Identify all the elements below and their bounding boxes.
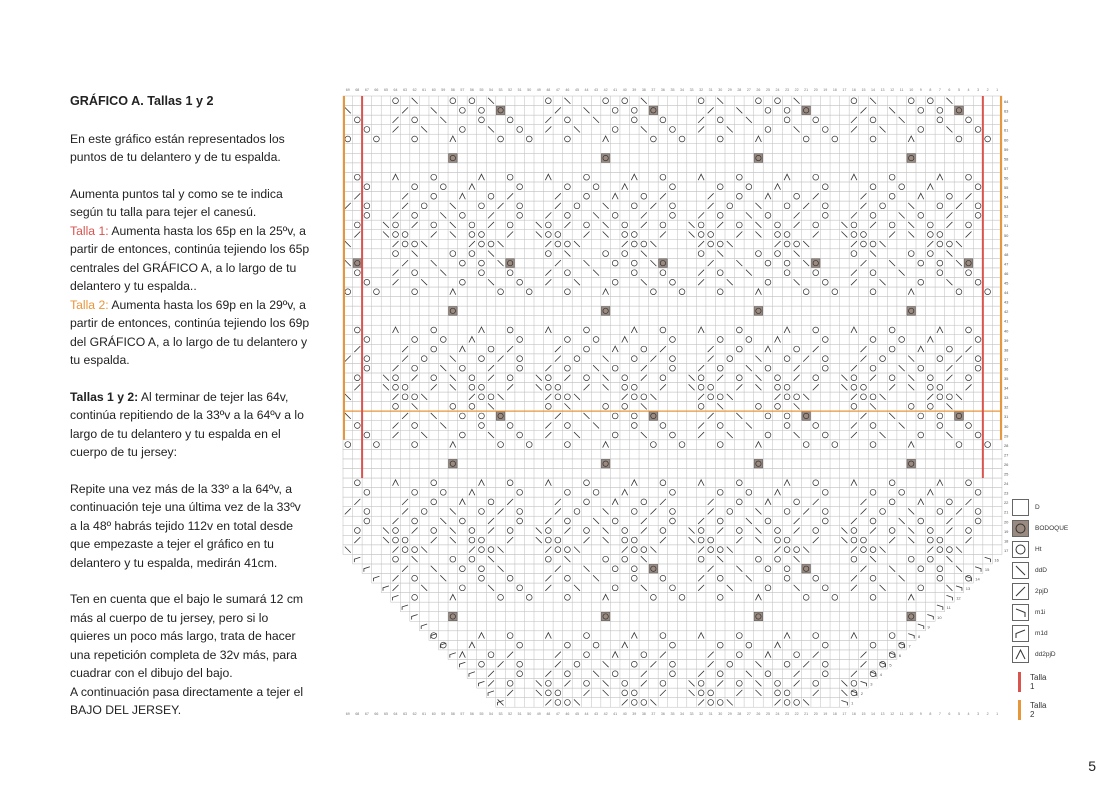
column-label-top: 65 bbox=[383, 88, 388, 92]
column-label-bottom: 17 bbox=[842, 712, 847, 717]
row-label: 34 bbox=[1003, 385, 1009, 391]
row-label: 12 bbox=[956, 595, 961, 601]
row-label: 15 bbox=[984, 567, 990, 572]
column-label-top: 41 bbox=[613, 88, 618, 92]
chart-row bbox=[439, 640, 907, 650]
column-label-top: 57 bbox=[460, 88, 465, 92]
column-label-top: 2 bbox=[986, 88, 989, 92]
column-label-bottom: 39 bbox=[632, 712, 637, 717]
column-label-top: 48 bbox=[546, 88, 551, 92]
column-label-bottom: 9 bbox=[919, 712, 922, 717]
column-label-bottom: 33 bbox=[689, 712, 694, 717]
column-label-top: 30 bbox=[718, 88, 723, 92]
column-label-top: 7 bbox=[938, 88, 941, 92]
row-label: 59 bbox=[1003, 146, 1009, 152]
chart-row bbox=[343, 392, 1002, 402]
chart-row bbox=[486, 688, 858, 698]
column-label-top: 64 bbox=[393, 88, 398, 92]
chart-row bbox=[343, 535, 1002, 545]
column-label-bottom: 57 bbox=[460, 712, 465, 717]
chart-row bbox=[343, 144, 1002, 154]
chart-row bbox=[343, 306, 1002, 316]
column-label-bottom: 47 bbox=[555, 712, 560, 717]
row-label: 26 bbox=[1003, 461, 1009, 467]
column-label-top: 55 bbox=[479, 88, 484, 92]
chart-row bbox=[343, 354, 1002, 364]
chart-row bbox=[343, 507, 1002, 517]
chart-row bbox=[343, 277, 1002, 287]
column-label-bottom: 36 bbox=[660, 712, 665, 717]
column-label-top: 58 bbox=[450, 88, 455, 92]
chart-row bbox=[343, 125, 1002, 135]
chart-row bbox=[343, 411, 1002, 421]
row-label: 20 bbox=[1003, 519, 1009, 525]
column-label-top: 29 bbox=[727, 88, 732, 92]
column-label-top: 28 bbox=[737, 88, 742, 92]
column-label-top: 26 bbox=[756, 88, 761, 92]
paragraph-repeat: Repite una vez más de la 33º a la 64ºv, a continuación teje una última vez de la 33ºv a la 48º habrás tejido 112v en total desde que empezaste a tejer el gráfico en tu delantero y tu espalda, medirán 41cm. bbox=[70, 481, 301, 570]
row-label: 18 bbox=[1003, 538, 1009, 544]
column-label-bottom: 25 bbox=[765, 712, 770, 717]
column-label-top: 23 bbox=[785, 88, 790, 92]
chart-row bbox=[343, 201, 1002, 211]
column-label-top: 56 bbox=[469, 88, 474, 92]
chart-row bbox=[343, 115, 1002, 125]
row-label: 44 bbox=[1003, 290, 1009, 296]
column-label-bottom: 34 bbox=[680, 712, 685, 717]
column-label-top: 16 bbox=[851, 88, 856, 92]
column-label-top: 68 bbox=[355, 88, 360, 92]
column-label-bottom: 2 bbox=[986, 712, 989, 717]
column-label-bottom: 48 bbox=[546, 712, 551, 717]
chart-row bbox=[343, 440, 1002, 450]
column-label-top: 33 bbox=[689, 88, 694, 92]
column-label-bottom: 13 bbox=[880, 712, 885, 717]
chart-row bbox=[343, 325, 1002, 335]
column-label-top: 24 bbox=[775, 88, 780, 92]
chart-grid bbox=[343, 96, 1002, 707]
chart-row bbox=[343, 96, 1002, 106]
column-label-bottom: 18 bbox=[832, 712, 837, 717]
column-label-bottom: 31 bbox=[708, 712, 713, 717]
column-label-bottom: 4 bbox=[967, 712, 970, 717]
row-label: 50 bbox=[1003, 232, 1009, 238]
row-label: 56 bbox=[1003, 175, 1009, 181]
column-label-bottom: 15 bbox=[861, 712, 866, 717]
row-label: 49 bbox=[1003, 242, 1009, 248]
chart-row bbox=[343, 249, 1002, 259]
row-label: 27 bbox=[1003, 452, 1009, 458]
row-label: 40 bbox=[1003, 328, 1009, 334]
chart-row bbox=[429, 631, 916, 641]
column-label-top: 47 bbox=[555, 88, 560, 92]
chart-row bbox=[343, 182, 1002, 192]
row-label: 24 bbox=[1003, 481, 1009, 487]
row-label: 13 bbox=[965, 586, 971, 592]
column-label-bottom: 20 bbox=[813, 712, 818, 717]
row-label: 45 bbox=[1003, 280, 1009, 286]
column-label-bottom: 49 bbox=[536, 712, 541, 717]
column-label-bottom: 68 bbox=[355, 712, 360, 717]
column-label-bottom: 40 bbox=[622, 712, 627, 717]
row-label: 52 bbox=[1003, 213, 1009, 219]
column-label-bottom: 7 bbox=[938, 712, 941, 717]
column-label-bottom: 60 bbox=[431, 712, 436, 717]
row-label: 48 bbox=[1003, 251, 1009, 257]
column-label-bottom: 26 bbox=[756, 712, 761, 717]
column-label-bottom: 21 bbox=[804, 712, 809, 717]
column-label-bottom: 46 bbox=[565, 712, 570, 717]
column-label-bottom: 38 bbox=[641, 712, 646, 717]
column-label-top: 4 bbox=[967, 88, 970, 92]
row-label: 53 bbox=[1003, 204, 1009, 210]
column-label-top: 50 bbox=[527, 88, 532, 92]
column-label-top: 34 bbox=[680, 88, 685, 92]
column-label-top: 37 bbox=[651, 88, 656, 92]
column-label-bottom: 50 bbox=[527, 712, 532, 717]
talla1-text: Aumenta hasta los 65p en la 25ºv, a partir de entonces, continúa tejiendo los 65p centrales del GRÁFICO A, a lo largo de tu delantero y tu espalda.. bbox=[70, 223, 310, 293]
column-label-bottom: 52 bbox=[508, 712, 513, 717]
chart-row bbox=[343, 297, 1002, 307]
column-label-bottom: 37 bbox=[651, 712, 656, 717]
chart-row bbox=[343, 459, 1002, 469]
chart-row bbox=[448, 650, 897, 660]
column-label-bottom: 65 bbox=[383, 712, 388, 717]
column-label-top: 63 bbox=[403, 88, 408, 92]
row-label: 28 bbox=[1003, 442, 1009, 448]
chart-title: GRÁFICO A. Tallas 1 y 2 bbox=[70, 94, 214, 108]
row-label: 36 bbox=[1003, 366, 1009, 372]
column-label-top: 54 bbox=[489, 88, 494, 92]
row-label: 7 bbox=[908, 643, 911, 649]
chart-row bbox=[419, 621, 925, 631]
talla2-text: Aumenta hasta los 69p en la 29ºv, a partir de entonces, continúa tejiendo los 69p del GRÁFICO A, a lo largo de tu delantero y tu espalda. bbox=[70, 297, 310, 367]
row-label: 62 bbox=[1003, 118, 1009, 124]
column-label-bottom: 14 bbox=[871, 712, 876, 717]
row-label: 47 bbox=[1003, 261, 1009, 267]
column-label-top: 38 bbox=[641, 88, 646, 92]
paragraph-sizes bbox=[70, 185, 310, 370]
column-label-bottom: 54 bbox=[489, 712, 494, 717]
column-label-top: 6 bbox=[948, 88, 951, 92]
tallas12-text: Al terminar de tejer las 64v, continúa repitiendo de la 33ºv a la 64ºv a lo largo de tu delantero y tu espalda en el cuerpo de tu jersey: bbox=[70, 389, 304, 459]
column-label-bottom: 66 bbox=[374, 712, 379, 717]
column-label-top: 66 bbox=[374, 88, 379, 92]
column-label-top: 15 bbox=[861, 88, 866, 92]
row-label: 31 bbox=[1003, 414, 1009, 420]
column-label-bottom: 64 bbox=[393, 712, 398, 717]
column-label-top: 20 bbox=[813, 88, 818, 92]
chart-row bbox=[343, 545, 1002, 555]
column-label-bottom: 6 bbox=[948, 712, 951, 717]
row-label: 61 bbox=[1003, 127, 1009, 133]
row-label: 4 bbox=[879, 672, 883, 678]
column-label-bottom: 29 bbox=[727, 712, 732, 717]
row-label: 21 bbox=[1003, 509, 1009, 515]
instructions-text bbox=[70, 92, 310, 720]
column-label-top: 3 bbox=[977, 88, 980, 92]
chart-row bbox=[343, 383, 1002, 393]
chart-row bbox=[372, 574, 974, 584]
chart-row bbox=[343, 526, 1002, 536]
column-label-top: 11 bbox=[899, 88, 904, 92]
column-label-bottom: 55 bbox=[479, 712, 484, 717]
column-label-bottom: 69 bbox=[345, 712, 350, 717]
column-label-bottom: 1 bbox=[996, 712, 999, 717]
column-label-top: 69 bbox=[345, 88, 350, 92]
chart-row bbox=[343, 192, 1002, 202]
column-label-top: 14 bbox=[871, 88, 876, 92]
row-label: 64 bbox=[1003, 99, 1009, 105]
column-label-top: 53 bbox=[498, 88, 503, 92]
column-label-top: 49 bbox=[536, 88, 541, 92]
column-label-bottom: 11 bbox=[899, 712, 904, 717]
chart-row bbox=[343, 335, 1002, 345]
column-label-top: 39 bbox=[632, 88, 637, 92]
row-label: 63 bbox=[1003, 108, 1009, 114]
column-label-top: 67 bbox=[364, 88, 369, 92]
column-label-top: 9 bbox=[919, 88, 922, 92]
column-label-top: 51 bbox=[517, 88, 522, 92]
column-label-bottom: 19 bbox=[823, 712, 828, 717]
column-label-top: 8 bbox=[929, 88, 932, 92]
column-label-bottom: 10 bbox=[909, 712, 914, 717]
row-label: 39 bbox=[1003, 337, 1009, 343]
row-label: 33 bbox=[1003, 395, 1009, 401]
row-label: 25 bbox=[1003, 471, 1009, 477]
chart-row bbox=[458, 659, 888, 669]
column-label-bottom: 44 bbox=[584, 712, 589, 717]
row-label: 14 bbox=[975, 576, 980, 582]
paragraph-increase: Aumenta puntos tal y como se te indica según tu talla para tejer el canesú. bbox=[70, 186, 283, 219]
row-label: 3 bbox=[870, 681, 873, 687]
row-label: 41 bbox=[1003, 318, 1009, 324]
column-label-bottom: 24 bbox=[775, 712, 780, 717]
column-label-top: 19 bbox=[823, 88, 828, 92]
chart-row bbox=[343, 373, 1002, 383]
chart-row bbox=[343, 153, 1002, 163]
chart-row bbox=[477, 679, 869, 689]
chart-row bbox=[343, 344, 1002, 354]
row-label: 54 bbox=[1003, 194, 1009, 200]
column-label-top: 59 bbox=[441, 88, 446, 92]
chart-row bbox=[343, 287, 1002, 297]
chart-row bbox=[343, 230, 1002, 240]
column-label-top: 42 bbox=[603, 88, 608, 92]
column-label-bottom: 32 bbox=[699, 712, 704, 717]
chart-row bbox=[343, 258, 1002, 268]
row-label: 35 bbox=[1003, 376, 1009, 381]
chart-row bbox=[343, 478, 1002, 488]
row-label: 29 bbox=[1003, 433, 1009, 439]
length-note: Ten en cuenta que el bajo le sumará 12 cm más al cuerpo de tu jersey, pero si lo quieres un poco más largo, trata de hacer una repetición completa de 32v más, para cuadrar con el dibujo del bajo. bbox=[70, 592, 304, 680]
column-label-top: 21 bbox=[804, 88, 809, 92]
row-label: 42 bbox=[1003, 309, 1009, 315]
column-label-top: 1 bbox=[996, 88, 999, 92]
paragraph-intro: En este gráfico están representados los puntos de tu delantero y de tu espalda. bbox=[70, 131, 285, 164]
chart-row bbox=[343, 449, 1002, 459]
column-label-bottom: 42 bbox=[603, 712, 608, 717]
column-label-top: 10 bbox=[909, 88, 914, 92]
row-label: 5 bbox=[889, 662, 892, 668]
column-label-top: 31 bbox=[708, 88, 713, 92]
chart-row bbox=[362, 564, 983, 574]
row-label: 32 bbox=[1003, 404, 1009, 410]
knitting-chart bbox=[335, 84, 1035, 740]
row-label: 8 bbox=[918, 633, 921, 639]
row-label: 17 bbox=[1003, 547, 1009, 553]
chart-row bbox=[343, 163, 1002, 173]
talla1-label: Talla 1: bbox=[70, 223, 109, 238]
column-label-bottom: 27 bbox=[746, 712, 751, 717]
chart-row bbox=[467, 669, 878, 679]
column-label-bottom: 43 bbox=[594, 712, 599, 717]
column-label-top: 25 bbox=[765, 88, 770, 92]
chart-row bbox=[343, 421, 1002, 431]
column-label-bottom: 53 bbox=[498, 712, 503, 717]
column-label-bottom: 51 bbox=[517, 712, 522, 717]
chart-row bbox=[343, 468, 1002, 478]
chart-row bbox=[343, 239, 1002, 249]
column-label-bottom: 35 bbox=[670, 712, 675, 717]
chart-row bbox=[343, 134, 1002, 144]
column-label-top: 62 bbox=[412, 88, 417, 92]
column-label-top: 36 bbox=[660, 88, 665, 92]
row-label: 23 bbox=[1003, 490, 1009, 496]
column-label-top: 46 bbox=[565, 88, 570, 92]
column-label-top: 52 bbox=[508, 88, 513, 92]
column-label-top: 27 bbox=[746, 88, 751, 92]
row-label: 10 bbox=[937, 614, 942, 620]
row-label: 9 bbox=[927, 624, 930, 630]
row-label: 1 bbox=[851, 700, 854, 706]
chart-row bbox=[381, 583, 964, 593]
row-label: 38 bbox=[1003, 347, 1009, 353]
chart-row bbox=[353, 554, 993, 564]
column-label-top: 43 bbox=[594, 88, 599, 92]
column-label-top: 22 bbox=[794, 88, 799, 92]
column-label-bottom: 45 bbox=[574, 712, 579, 717]
chart-row bbox=[343, 211, 1002, 221]
chart-row bbox=[343, 268, 1002, 278]
column-label-bottom: 63 bbox=[403, 712, 408, 717]
column-label-top: 18 bbox=[832, 88, 837, 92]
column-label-bottom: 12 bbox=[890, 712, 895, 717]
row-label: 2 bbox=[860, 691, 863, 697]
column-label-bottom: 28 bbox=[737, 712, 742, 717]
column-label-top: 45 bbox=[574, 88, 579, 92]
column-label-bottom: 61 bbox=[422, 712, 427, 717]
chart-row bbox=[343, 172, 1002, 182]
row-label: 22 bbox=[1003, 500, 1009, 506]
chart-row bbox=[410, 612, 935, 622]
column-label-top: 13 bbox=[880, 88, 885, 92]
column-label-top: 61 bbox=[422, 88, 427, 92]
column-label-bottom: 23 bbox=[785, 712, 790, 717]
column-label-top: 35 bbox=[670, 88, 675, 92]
column-label-top: 5 bbox=[957, 88, 960, 92]
row-label: 57 bbox=[1003, 165, 1009, 171]
column-label-top: 12 bbox=[890, 88, 895, 92]
column-label-bottom: 3 bbox=[977, 712, 980, 717]
column-label-top: 44 bbox=[584, 88, 589, 92]
chart-row bbox=[343, 363, 1002, 373]
paragraph-tallas12 bbox=[70, 388, 310, 462]
column-label-bottom: 56 bbox=[469, 712, 474, 717]
column-label-bottom: 16 bbox=[851, 712, 856, 717]
tallas12-label: Tallas 1 y 2: bbox=[70, 389, 139, 404]
paragraph-length bbox=[70, 590, 310, 720]
row-label: 58 bbox=[1003, 156, 1009, 162]
chart-row bbox=[391, 593, 954, 603]
row-label: 55 bbox=[1003, 185, 1009, 190]
row-label: 11 bbox=[946, 605, 951, 611]
chart-row bbox=[343, 106, 1002, 116]
column-label-bottom: 5 bbox=[957, 712, 960, 717]
row-label: 37 bbox=[1003, 356, 1009, 362]
column-label-bottom: 30 bbox=[718, 712, 723, 717]
chart-row bbox=[343, 488, 1002, 498]
next-step-note: A continuación pasa directamente a tejer el BAJO DEL JERSEY. bbox=[70, 684, 304, 717]
chart-row bbox=[343, 220, 1002, 230]
talla2-label: Talla 2: bbox=[70, 297, 109, 312]
column-label-bottom: 22 bbox=[794, 712, 799, 717]
chart-row bbox=[400, 602, 944, 612]
column-label-top: 60 bbox=[431, 88, 436, 92]
row-label: 30 bbox=[1003, 423, 1009, 429]
row-label: 43 bbox=[1003, 299, 1009, 305]
row-label: 19 bbox=[1003, 528, 1009, 534]
column-label-bottom: 41 bbox=[613, 712, 618, 717]
column-label-top: 32 bbox=[699, 88, 704, 92]
row-label: 6 bbox=[898, 652, 902, 658]
row-label: 60 bbox=[1003, 137, 1009, 143]
column-label-bottom: 59 bbox=[441, 712, 446, 717]
column-label-bottom: 8 bbox=[929, 712, 932, 717]
column-label-bottom: 62 bbox=[412, 712, 417, 717]
column-label-bottom: 58 bbox=[450, 712, 455, 717]
column-label-bottom: 67 bbox=[364, 712, 369, 717]
chart-row bbox=[343, 316, 1002, 326]
chart-row bbox=[343, 497, 1002, 507]
chart-row bbox=[343, 516, 1002, 526]
row-label: 46 bbox=[1003, 270, 1009, 276]
chart-row bbox=[343, 430, 1002, 440]
row-label: 51 bbox=[1003, 223, 1009, 229]
column-label-top: 40 bbox=[622, 88, 627, 92]
chart-row bbox=[343, 402, 1002, 412]
column-label-top: 17 bbox=[842, 88, 847, 92]
row-label: 16 bbox=[994, 557, 999, 563]
